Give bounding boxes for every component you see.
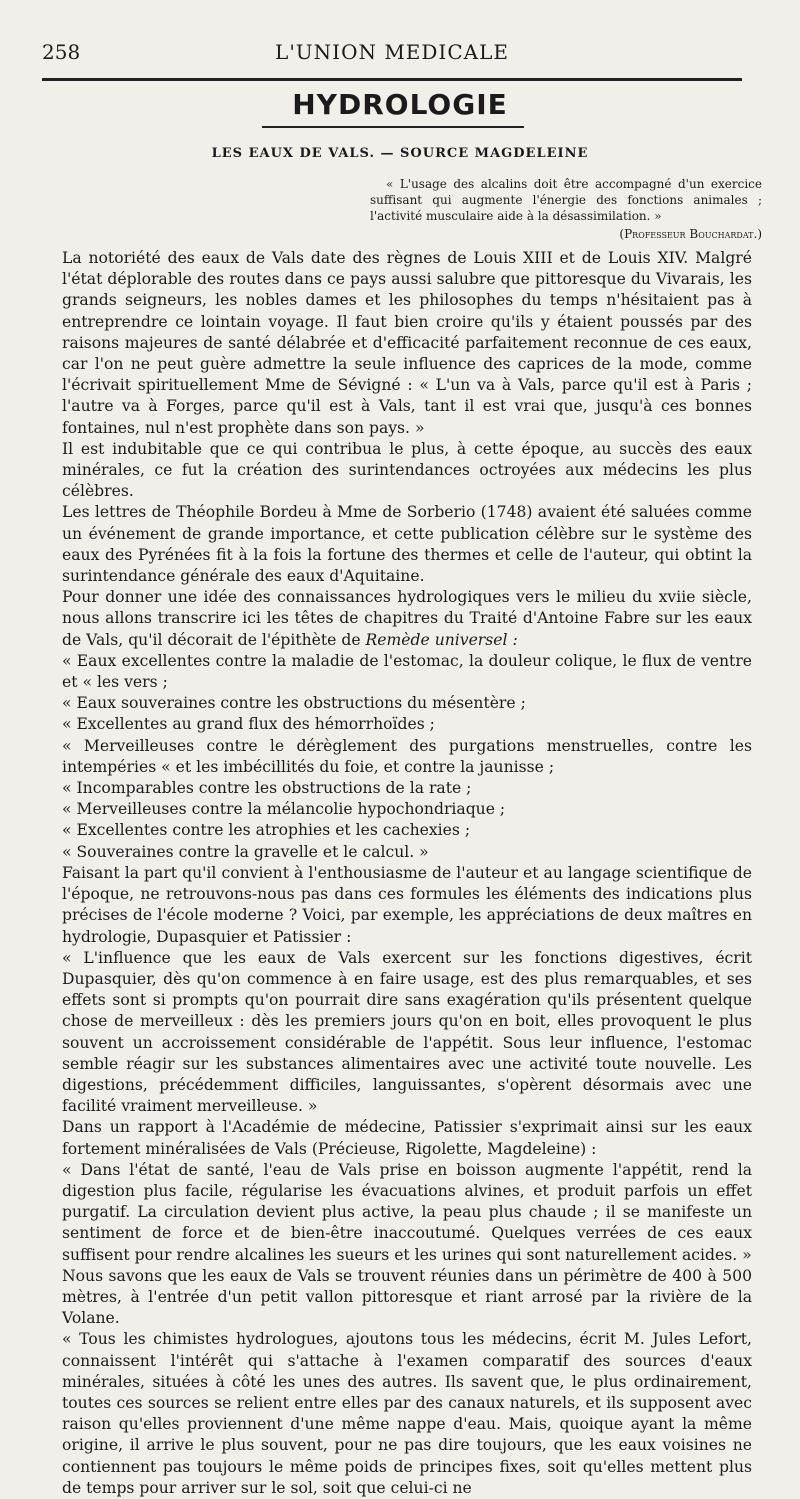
paragraph: Nous savons que les eaux de Vals se trouvent réunies dans un périmètre de 400 à 500 mètres, à l'entrée d'un petit vallon pittoresque et riant arrosé par la rivière de la Volane. <box>62 1266 752 1328</box>
paragraph: Dans un rapport à l'Académie de médecine, Patissier s'exprimait ainsi sur les eaux fortement minéralisées de Vals (Précieuse, Rigolette, Magdeleine) : <box>62 1118 752 1158</box>
paragraph: « Dans l'état de santé, l'eau de Vals prise en boisson augmente l'appétit, rend la digestion plus facile, régularise les évacuations alvines, et produit parfois un effet purgatif. La circulation devient plus active, la peau plus chaude ; il se manifeste un sentiment de force et de bien-être inaccoutumé. Quelques verrées de ces eaux suffisent pour rendre alcalines les sueurs et les urines qui sont naturellement acides. » <box>62 1160 752 1264</box>
quote-list-item: « Eaux souveraines contre les obstructions du mésentère ; <box>62 694 526 713</box>
paragraph: Les lettres de Théophile Bordeu à Mme de Sorberio (1748) avaient été saluées comme un événement de grande importance, et cette publication célèbre sur le système des eaux des Pyrénées fit à la fois la fortune des thermes et celle de l'auteur, qui obtint la surintendance générale des eaux d'Aquitaine. <box>62 503 752 586</box>
paragraph: « Tous les chimistes hydrologues, ajoutons tous les médecins, écrit M. Jules Lefort, connaissent l'intérêt qui s'attache à l'examen comparatif des sources d'eaux minérales, situées à côté les unes des autres. Ils savent que, le plus ordinairement, toutes ces sources se relient entre elles par des canaux naturels, et ils supposent avec raison qu'elles proviennent d'une même nappe d'eau. Mais, quoique ayant la même origine, il arrive le plus souvent, pour ne pas dire toujours, que les eaux voisines ne contiennent pas toujours le même poids de principes fixes, soit qu'elles mettent plus de temps pour arriver sur le sol, soit que celui-ci ne <box>62 1330 752 1497</box>
quote-list-item: « Excellentes au grand flux des hémorrhoïdes ; <box>62 715 435 734</box>
quote-list-item: « Souveraines contre la gravelle et le calcul. » <box>62 842 429 861</box>
epigraph-attribution: (Professeur Bouchardat.) <box>619 227 762 241</box>
article-title: LES EAUX DE VALS. — SOURCE MAGDELEINE <box>211 146 589 161</box>
paragraph: Il est indubitable que ce qui contribua le plus, à cette époque, au succès des eaux minérales, ce fut la création des surintendances octroyées aux médecins les plus célèbres. <box>62 439 752 501</box>
quote-list-item: « Merveilleuses contre la mélancolie hypochondriaque ; <box>62 800 506 819</box>
header-rule <box>42 78 742 81</box>
page-header <box>42 40 742 70</box>
page-number: 258 <box>42 40 81 64</box>
paragraph: « L'influence que les eaux de Vals exercent sur les fonctions digestives, écrit Dupasquier, dès qu'on commence à en faire usage, est des plus remarquables, et ses effets sont si prompts qu'on pourrait dire sans exagération qu'ils présentent quelque chose de merveilleux : dès les premiers jours qu'on en boit, elles provoquent le plus souvent un accroissement considérable de l'appétit. Sous leur influence, l'estomac semble réagir sur les substances alimentaires avec une activité toute nouvelle. Les digestions, précédemment difficiles, languissantes, s'opèrent désormais avec une facilité vraiment merveilleuse. » <box>62 948 752 1116</box>
paragraph: Faisant la part qu'il convient à l'enthousiasme de l'auteur et au langage scientifique de l'époque, ne retrouvons-nous pas dans ces formules les éléments des indications plus précises de l'école moderne ? Voici, par exemple, les appréciations de deux maîtres en hydrologie, Dupasquier et Patissier : <box>62 863 752 946</box>
paragraph-with-italic <box>62 587 752 651</box>
epigraph <box>370 176 762 242</box>
epigraph-quote: « L'usage des alcalins doit être accompagné d'un exercice suffisant qui augmente l'énergie des fonctions animales ; l'activité musculaire aide à la désassimilation. » <box>370 177 762 223</box>
paragraph-text: Pour donner une idée des connaissances hydrologiques vers le milieu du xviie siècle, nous allons transcrire ici les têtes de chapitres du Traité d'Antoine Fabre sur les eaux de Vals, qu'il décorait de l'épithète de <box>62 588 752 649</box>
paragraph: La notoriété des eaux de Vals date des règnes de Louis XIII et de Louis XIV. Malgré l'état déplorable des routes dans ce pays aussi salubre que pittoresque du Vivarais, les grands seigneurs, les nobles dames et les philosophes du temps n'hésitaient pas à entreprendre ce lointain voyage. Il faut bien croire qu'ils y étaient poussés par des raisons majeures de santé délabrée et d'efficacité parfaitement reconnue de ces eaux, car l'on ne peut guère admettre la seule influence des caprices de la mode, comme l'écrivait spirituellement Mme de Sévigné : « L'un va à Vals, parce qu'il est à Paris ; l'autre va à Forges, parce qu'il est à Vals, tant il est vrai que, jusqu'à ces bonnes fontaines, nul n'est prophète dans son pays. » <box>62 249 752 437</box>
section-title: HYDROLOGIE <box>292 88 508 121</box>
quote-list-item: « Excellentes contre les atrophies et les cachexies ; <box>62 821 471 840</box>
quote-list-item: « Incomparables contre les obstructions de la rate ; <box>62 779 472 798</box>
article-body <box>62 248 752 1499</box>
quote-list-item: « Merveilleuses contre le dérèglement des purgations menstruelles, contre les intempéries « et les imbécillités du foie, et contre la jaunisse ; <box>62 736 752 776</box>
running-head: L'UNION MEDICALE <box>275 40 509 64</box>
title-rule <box>262 126 524 128</box>
remede-universel: Remède universel : <box>365 630 518 649</box>
quote-list-item: « Eaux excellentes contre la maladie de l'estomac, la douleur colique, le flux de ventre et « les vers ; <box>62 651 752 692</box>
